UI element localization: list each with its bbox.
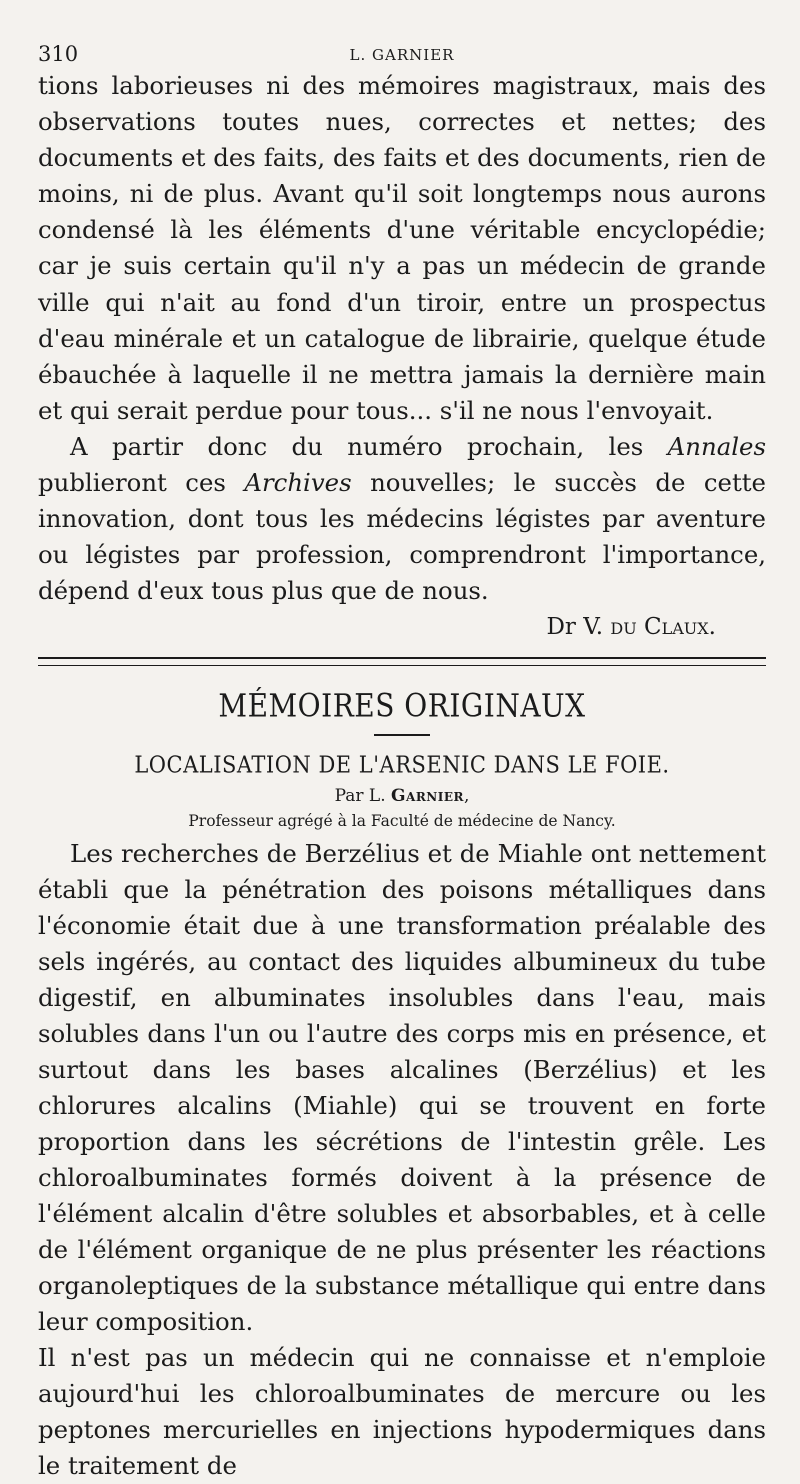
paragraph-text: A partir donc du numéro prochain, les xyxy=(70,431,668,461)
author-affiliation: Professeur agrégé à la Faculté de médecine de Nancy. xyxy=(188,812,616,831)
page-number: 310 xyxy=(38,42,79,66)
paragraph-text: publieront ces xyxy=(38,468,245,498)
italic-annales: Annales xyxy=(667,431,766,461)
signature-name: V. du Claux. xyxy=(583,614,716,641)
signature-title: Dr xyxy=(546,614,576,641)
byline xyxy=(38,784,766,808)
byline-suffix: , xyxy=(464,786,470,807)
italic-archives: Archives xyxy=(244,468,352,498)
byline-prefix: Par L. xyxy=(334,786,391,807)
author-name: Garnier xyxy=(391,786,465,807)
section-divider xyxy=(38,657,766,666)
article-body xyxy=(38,836,766,1484)
running-head xyxy=(38,38,766,68)
signature xyxy=(38,609,766,645)
paragraph-text: nouvelles; le succès de cette innovation, dont tous les médecins légistes par aventure ou légistes par profession, comprendront l'importance, dépend d'eux tous plus que de nous. xyxy=(38,468,766,606)
article-title: LOCALISATION DE L'ARSENIC DANS LE FOIE. xyxy=(134,752,670,779)
running-title: L. GARNIER xyxy=(349,46,455,64)
continuation-paragraph-2 xyxy=(38,429,766,609)
continuation-paragraph-1: tions laborieuses ni des mémoires magistraux, mais des observations toutes nues, correctes et nettes; des documents et des faits, des faits et des documents, rien de moins, ni de plus. Avant qu'il soit longtemps nous aurons condensé là les éléments d'une véritable encyclopédie; car je suis certain qu'il n'y a pas un médecin de grande ville qui n'ait au fond d'un tiroir, entre un prospectus d'eau minérale et un catalogue de librairie, quelque étude ébauchée à laquelle il ne mettra jamais la dernière main et qui serait perdue pour tous... s'il ne nous l'envoyait. xyxy=(38,71,766,425)
article-paragraph-2: Il n'est pas un médecin qui ne connaisse et n'emploie aujourd'hui les chloroalbuminates de mercure ou les peptones mercurielles en injections hypodermiques dans le traitement de xyxy=(38,1343,766,1481)
section-title: MÉMOIRES ORIGINAUX xyxy=(218,686,586,725)
article-paragraph-1: Les recherches de Berzélius et de Miahle ont nettement établi que la pénétration des poisons métalliques dans l'économie était due à une transformation préalable des sels ingérés, au contact des liquides albumineux du tube digestif, en albuminates insolubles dans l'eau, mais solubles dans l'un ou l'autre des corps mis en présence, et surtout dans les bases alcalines (Berzélius) et les chlorures alcalins (Miahle) qui se trouvent en forte proportion dans les sécrétions de l'intestin grêle. Les chloroalbuminates formés doivent à la présence de l'élément alcalin d'être solubles et absorbables, et à celle de l'élément organique de ne plus présenter les réactions organoleptiques de la substance métallique qui entre dans leur composition. xyxy=(38,839,766,1337)
continuation-text xyxy=(38,68,766,609)
title-rule xyxy=(374,734,430,736)
